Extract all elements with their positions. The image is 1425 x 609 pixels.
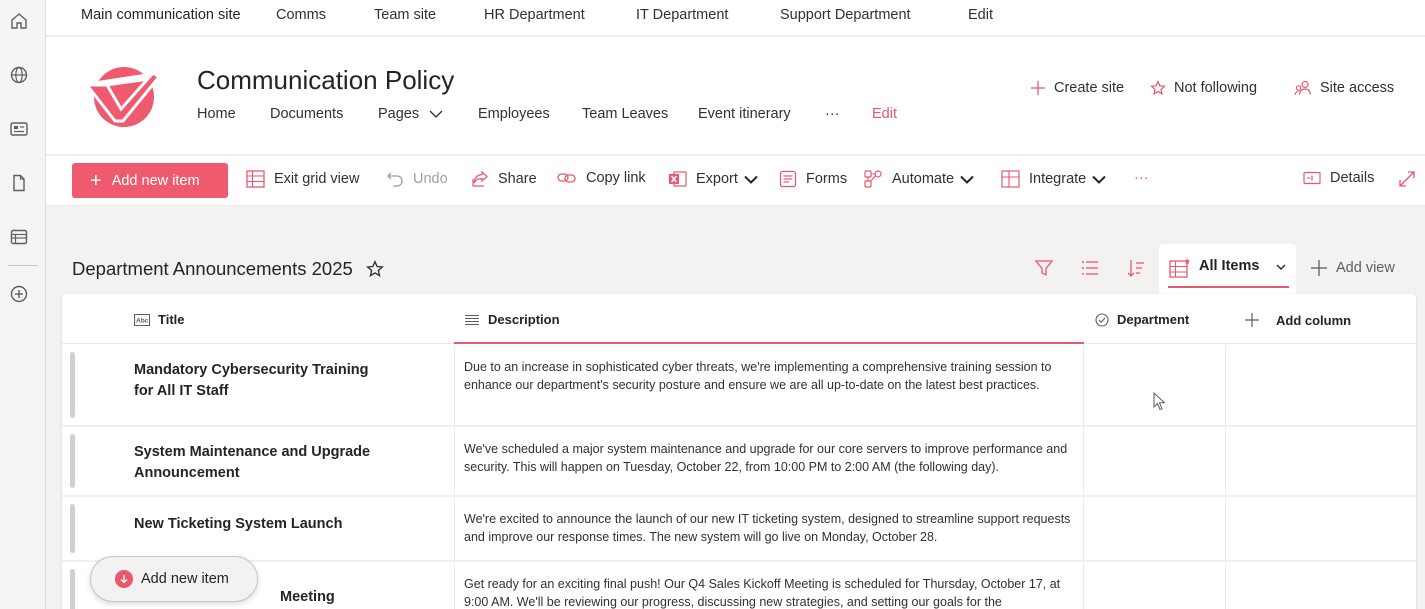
site-logo[interactable] bbox=[83, 65, 165, 129]
integrate-button[interactable] bbox=[1001, 170, 1106, 188]
site-nav-employees[interactable]: Employees bbox=[478, 106, 550, 122]
copy-link-button[interactable] bbox=[557, 170, 646, 186]
add-column-label: Add column bbox=[1276, 312, 1352, 328]
filter-icon[interactable] bbox=[1034, 258, 1054, 278]
table-row[interactable] bbox=[62, 562, 1416, 609]
export-button[interactable] bbox=[668, 170, 758, 188]
site-nav-pages[interactable] bbox=[378, 106, 443, 122]
share-label: Share bbox=[498, 171, 537, 187]
site-access-label: Site access bbox=[1320, 80, 1395, 96]
site-nav-team-leaves[interactable]: Team Leaves bbox=[582, 106, 669, 122]
column-description-label: Description bbox=[488, 312, 560, 327]
exit-grid-view-button[interactable] bbox=[246, 170, 359, 188]
chevron-down-icon bbox=[1276, 264, 1286, 271]
site-title[interactable]: Communication Policy bbox=[197, 65, 455, 95]
svg-text:Abc: Abc bbox=[136, 317, 149, 324]
home-icon[interactable] bbox=[9, 11, 29, 31]
site-nav-pages-label: Pages bbox=[378, 106, 420, 122]
plus-icon bbox=[1244, 312, 1260, 328]
create-site-button[interactable] bbox=[1030, 80, 1124, 96]
list-title-text[interactable]: Department Announcements 2025 bbox=[72, 258, 353, 279]
row-department[interactable] bbox=[1084, 427, 1226, 495]
grid-view-icon bbox=[1169, 257, 1191, 279]
document-icon[interactable] bbox=[9, 173, 29, 193]
sort-icon[interactable] bbox=[1126, 258, 1146, 278]
choice-icon bbox=[1095, 313, 1109, 327]
column-header-title[interactable] bbox=[134, 312, 185, 327]
undo-icon bbox=[386, 170, 404, 188]
list-icon[interactable] bbox=[9, 227, 29, 247]
row-title[interactable]: System Maintenance and Upgrade Announcement bbox=[134, 444, 371, 481]
hub-link-team-site[interactable]: Team site bbox=[374, 7, 437, 23]
automate-label: Automate bbox=[892, 171, 955, 187]
automate-button[interactable] bbox=[864, 170, 974, 188]
undo-label: Undo bbox=[413, 171, 448, 187]
rail-divider bbox=[8, 265, 38, 266]
details-button[interactable] bbox=[1303, 170, 1374, 186]
hub-link-main[interactable]: Main communication site bbox=[81, 7, 241, 23]
view-switcher-all-items[interactable] bbox=[1159, 244, 1296, 294]
favorite-star-icon[interactable] bbox=[366, 260, 384, 278]
hub-edit-link[interactable]: Edit bbox=[968, 7, 993, 23]
undo-button[interactable] bbox=[386, 170, 448, 188]
hub-link-comms[interactable]: Comms bbox=[276, 7, 326, 23]
column-title-label: Title bbox=[158, 312, 185, 327]
site-nav-more[interactable]: ··· bbox=[825, 106, 840, 122]
add-new-item-label: Add new item bbox=[111, 172, 200, 189]
text-field-icon bbox=[134, 314, 150, 326]
integrate-label: Integrate bbox=[1029, 171, 1087, 187]
site-nav-edit[interactable]: Edit bbox=[872, 106, 897, 122]
row-drag-handle[interactable] bbox=[70, 504, 75, 553]
site-nav-home[interactable]: Home bbox=[197, 106, 236, 122]
export-label: Export bbox=[696, 171, 738, 187]
view-name: All Items bbox=[1199, 258, 1260, 274]
table-row[interactable] bbox=[62, 497, 1416, 562]
mouse-cursor-icon bbox=[1153, 392, 1167, 412]
row-drag-handle[interactable] bbox=[70, 434, 75, 488]
row-department[interactable] bbox=[1084, 345, 1226, 425]
site-access-button[interactable] bbox=[1294, 80, 1394, 96]
plus-icon bbox=[1030, 80, 1046, 96]
table-row[interactable] bbox=[62, 345, 1416, 427]
site-nav-documents[interactable]: Documents bbox=[270, 106, 344, 122]
follow-button[interactable] bbox=[1150, 80, 1257, 96]
more-commands-button[interactable]: ··· bbox=[1134, 170, 1149, 186]
share-button[interactable] bbox=[471, 170, 537, 188]
command-bar bbox=[46, 156, 1425, 206]
row-description[interactable]: We've scheduled a major system maintenance and upgrade for our core servers to improve performance and security. This will happen on Tuesday, October 22, from 10:00 PM to 2:00 AM (the following day). bbox=[454, 427, 1084, 495]
chevron-down-icon bbox=[1092, 175, 1106, 184]
link-icon bbox=[557, 171, 577, 185]
list-grid bbox=[62, 294, 1416, 609]
row-drag-handle[interactable] bbox=[70, 569, 75, 609]
star-icon bbox=[1150, 80, 1166, 96]
add-view-button[interactable] bbox=[1310, 259, 1395, 277]
add-column-button[interactable] bbox=[1244, 312, 1351, 328]
forms-button[interactable] bbox=[779, 170, 847, 188]
list-content-area bbox=[46, 216, 1425, 609]
row-title[interactable]: New Ticketing System Launch bbox=[134, 516, 343, 532]
news-icon[interactable] bbox=[9, 119, 29, 139]
row-description[interactable]: Due to an increase in sophisticated cyber threats, we're implementing a comprehensive training session to enhance our department's security posture and ensure we are all up-to-date on the latest best practices. bbox=[454, 345, 1084, 425]
row-department[interactable] bbox=[1084, 497, 1226, 560]
globe-icon[interactable] bbox=[9, 65, 29, 85]
exit-grid-view-label: Exit grid view bbox=[274, 171, 360, 187]
add-circle-icon[interactable] bbox=[9, 284, 29, 304]
add-view-label: Add view bbox=[1336, 260, 1395, 276]
hub-link-it[interactable]: IT Department bbox=[636, 7, 729, 23]
column-selected-indicator bbox=[454, 342, 1084, 344]
multiline-text-icon bbox=[464, 314, 480, 326]
chevron-down-icon bbox=[744, 175, 758, 184]
app-rail bbox=[0, 0, 46, 609]
row-description[interactable]: We're excited to announce the launch of our new IT ticketing system, designed to streamline support requests and improve our response times. The new system will go live on Monday, October 28. bbox=[454, 497, 1084, 560]
site-nav-event-itinerary[interactable]: Event itinerary bbox=[698, 106, 791, 122]
expand-icon[interactable] bbox=[1398, 170, 1425, 188]
floating-add-new-item-button[interactable] bbox=[90, 556, 258, 602]
grid-header bbox=[62, 294, 1416, 344]
chevron-down-icon bbox=[960, 175, 974, 184]
site-header bbox=[46, 37, 1425, 155]
forms-icon bbox=[779, 170, 797, 188]
people-icon bbox=[1294, 80, 1312, 96]
row-drag-handle[interactable] bbox=[70, 352, 75, 418]
hub-link-support[interactable]: Support Department bbox=[780, 7, 911, 23]
integrate-icon bbox=[1001, 170, 1020, 188]
row-title[interactable]: Meeting bbox=[280, 589, 335, 605]
active-view-indicator bbox=[1168, 286, 1289, 288]
details-icon bbox=[1303, 171, 1321, 185]
group-by-icon[interactable] bbox=[1080, 258, 1100, 278]
plus-icon: + bbox=[90, 169, 102, 192]
table-row[interactable] bbox=[62, 427, 1416, 497]
column-header-department[interactable] bbox=[1095, 312, 1189, 327]
list-title bbox=[72, 258, 384, 280]
automate-icon bbox=[864, 170, 883, 188]
floating-add-label: Add new item bbox=[141, 571, 229, 587]
row-department[interactable] bbox=[1084, 562, 1226, 609]
chevron-down-icon bbox=[429, 110, 443, 118]
row-title[interactable]: Mandatory Cybersecurity Training for All IT Staff bbox=[134, 362, 369, 399]
add-new-item-button[interactable] bbox=[72, 163, 228, 198]
forms-label: Forms bbox=[806, 171, 848, 187]
row-description[interactable]: Get ready for an exciting final push! Our Q4 Sales Kickoff Meeting is scheduled for Thursday, October 17, at 9:00 AM. We'll be reviewing our progress, discussing new strategies, and setting our goals for the bbox=[454, 562, 1084, 609]
details-label: Details bbox=[1330, 170, 1375, 186]
hub-link-hr[interactable]: HR Department bbox=[484, 7, 585, 23]
excel-icon bbox=[668, 170, 687, 188]
copy-link-label: Copy link bbox=[586, 170, 646, 186]
follow-label: Not following bbox=[1174, 80, 1258, 96]
plus-icon bbox=[1310, 259, 1328, 277]
column-header-description[interactable] bbox=[464, 312, 560, 327]
grid-icon bbox=[246, 170, 265, 188]
arrow-down-circle-icon bbox=[115, 570, 133, 588]
share-icon bbox=[471, 170, 489, 188]
create-site-label: Create site bbox=[1054, 80, 1125, 96]
column-department-label: Department bbox=[1117, 312, 1190, 327]
hub-navigation bbox=[46, 0, 1425, 36]
